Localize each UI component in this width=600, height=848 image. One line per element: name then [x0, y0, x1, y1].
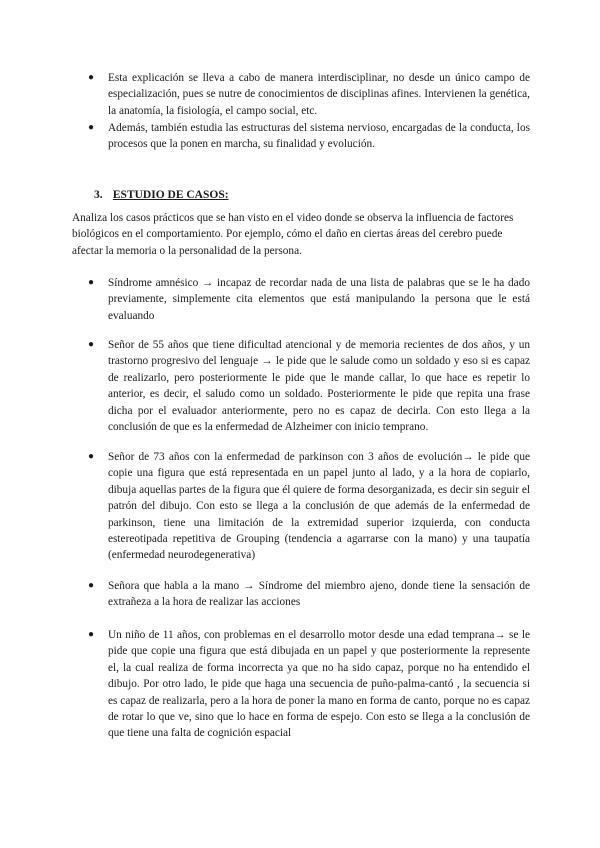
case-text: Señora que habla a la mano → Síndrome del miembro ajeno, donde tiene la sensación de extrañeza a la hora de realizar las acciones [108, 580, 530, 609]
section-title: ESTUDIO DE CASOS: [112, 189, 229, 201]
case-text: Señor de 55 años que tiene dificultad atencional y de memoria recientes de dos años, y un trastorno progresivo del lenguaje → le pide que le salude como un soldado y eso si es capaz de realizarlo, pero posteriormente le pide que le mande callar, lo que hace es repetir lo anterior, es decir, el saludo como un soldado. Posteriormente le pide que repita una frase dicha por el evaluador anteriormente, pero no es capaz de decirla. Con esto llega a la conclusión de que es la enfermedad de Alzheimer con inicio temprano. [108, 339, 530, 434]
bullet-icon: ● [88, 339, 95, 350]
section-number: 3. [94, 189, 103, 201]
section-heading [94, 187, 229, 203]
bullet-icon: ● [88, 277, 95, 288]
list-item [0, 449, 600, 564]
list-item [0, 337, 600, 435]
list-item [0, 275, 600, 324]
bullet-icon: ● [88, 580, 95, 591]
list-item [0, 120, 600, 153]
case-text: Síndrome amnésico → incapaz de recordar nada de una lista de palabras que se le ha dado previamente, simplemente cita elementos que está manipulando la persona que le está evaluando [108, 277, 530, 322]
case-text: Un niño de 11 años, con problemas en el desarrollo motor desde una edad temprana→ se le pide que copie una figura que está dibujada en un papel y que posteriormente la represente el, la cual realiza de forma incorrecta ya que no ha sido capaz, porque no ha entendido el dibujo. Por otro lado, le pide que haga una secuencia de puño-palma-cantó , la secuencia si es capaz de realizarla, pero a la hora de poner la mano en forma de canto, porque no es capaz de rotar lo que ve, sino que lo hace en forma de espejo. Con esto se llega a la conclusión de que tiene una falta de cognición espacial [108, 629, 530, 740]
bullet-icon: ● [88, 629, 95, 640]
bullet-icon: ● [88, 451, 95, 462]
list-item [0, 627, 600, 742]
list-item [0, 578, 600, 611]
bullet-icon: ● [88, 122, 95, 133]
intro-paragraph: Analiza los casos prácticos que se han visto en el video donde se observa la influencia de factores biológicos en el comportamiento. Por ejemplo, cómo el daño en ciertas áreas del cerebro puede afectar la memoria o la personalidad de la persona. [72, 212, 514, 257]
list-item [0, 70, 600, 119]
bullet-text: Además, también estudia las estructuras del sistema nervioso, encargadas de la conducta, los procesos que la ponen en marcha, su finalidad y evolución. [108, 122, 530, 151]
bullet-text: Esta explicación se lleva a cabo de manera interdisciplinar, no desde un único campo de especialización, pues se nutre de conocimientos de disciplinas afines. Intervienen la genética, la anatomía, la fisiología, el campo social, etc. [108, 72, 530, 117]
case-text: Señor de 73 años con la enfermedad de parkinson con 3 años de evolución→ le pide que copie una figura que está representada en un papel junto al lado, y a la hora de copiarlo, dibuja aquellas partes de la figura que él quiere de forma desorganizada, es decir sin seguir el patrón del dibujo. Con esto se llega a la conclusión de que además de la enfermedad de parkinson, tiene una limitación de la extremidad superior izquierda, con conducta estereotipada repetitiva de Grouping (tendencia a agarrarse con la mano) y una taupatía (enfermedad neurodegenerativa) [108, 451, 530, 562]
bullet-icon: ● [88, 72, 95, 83]
